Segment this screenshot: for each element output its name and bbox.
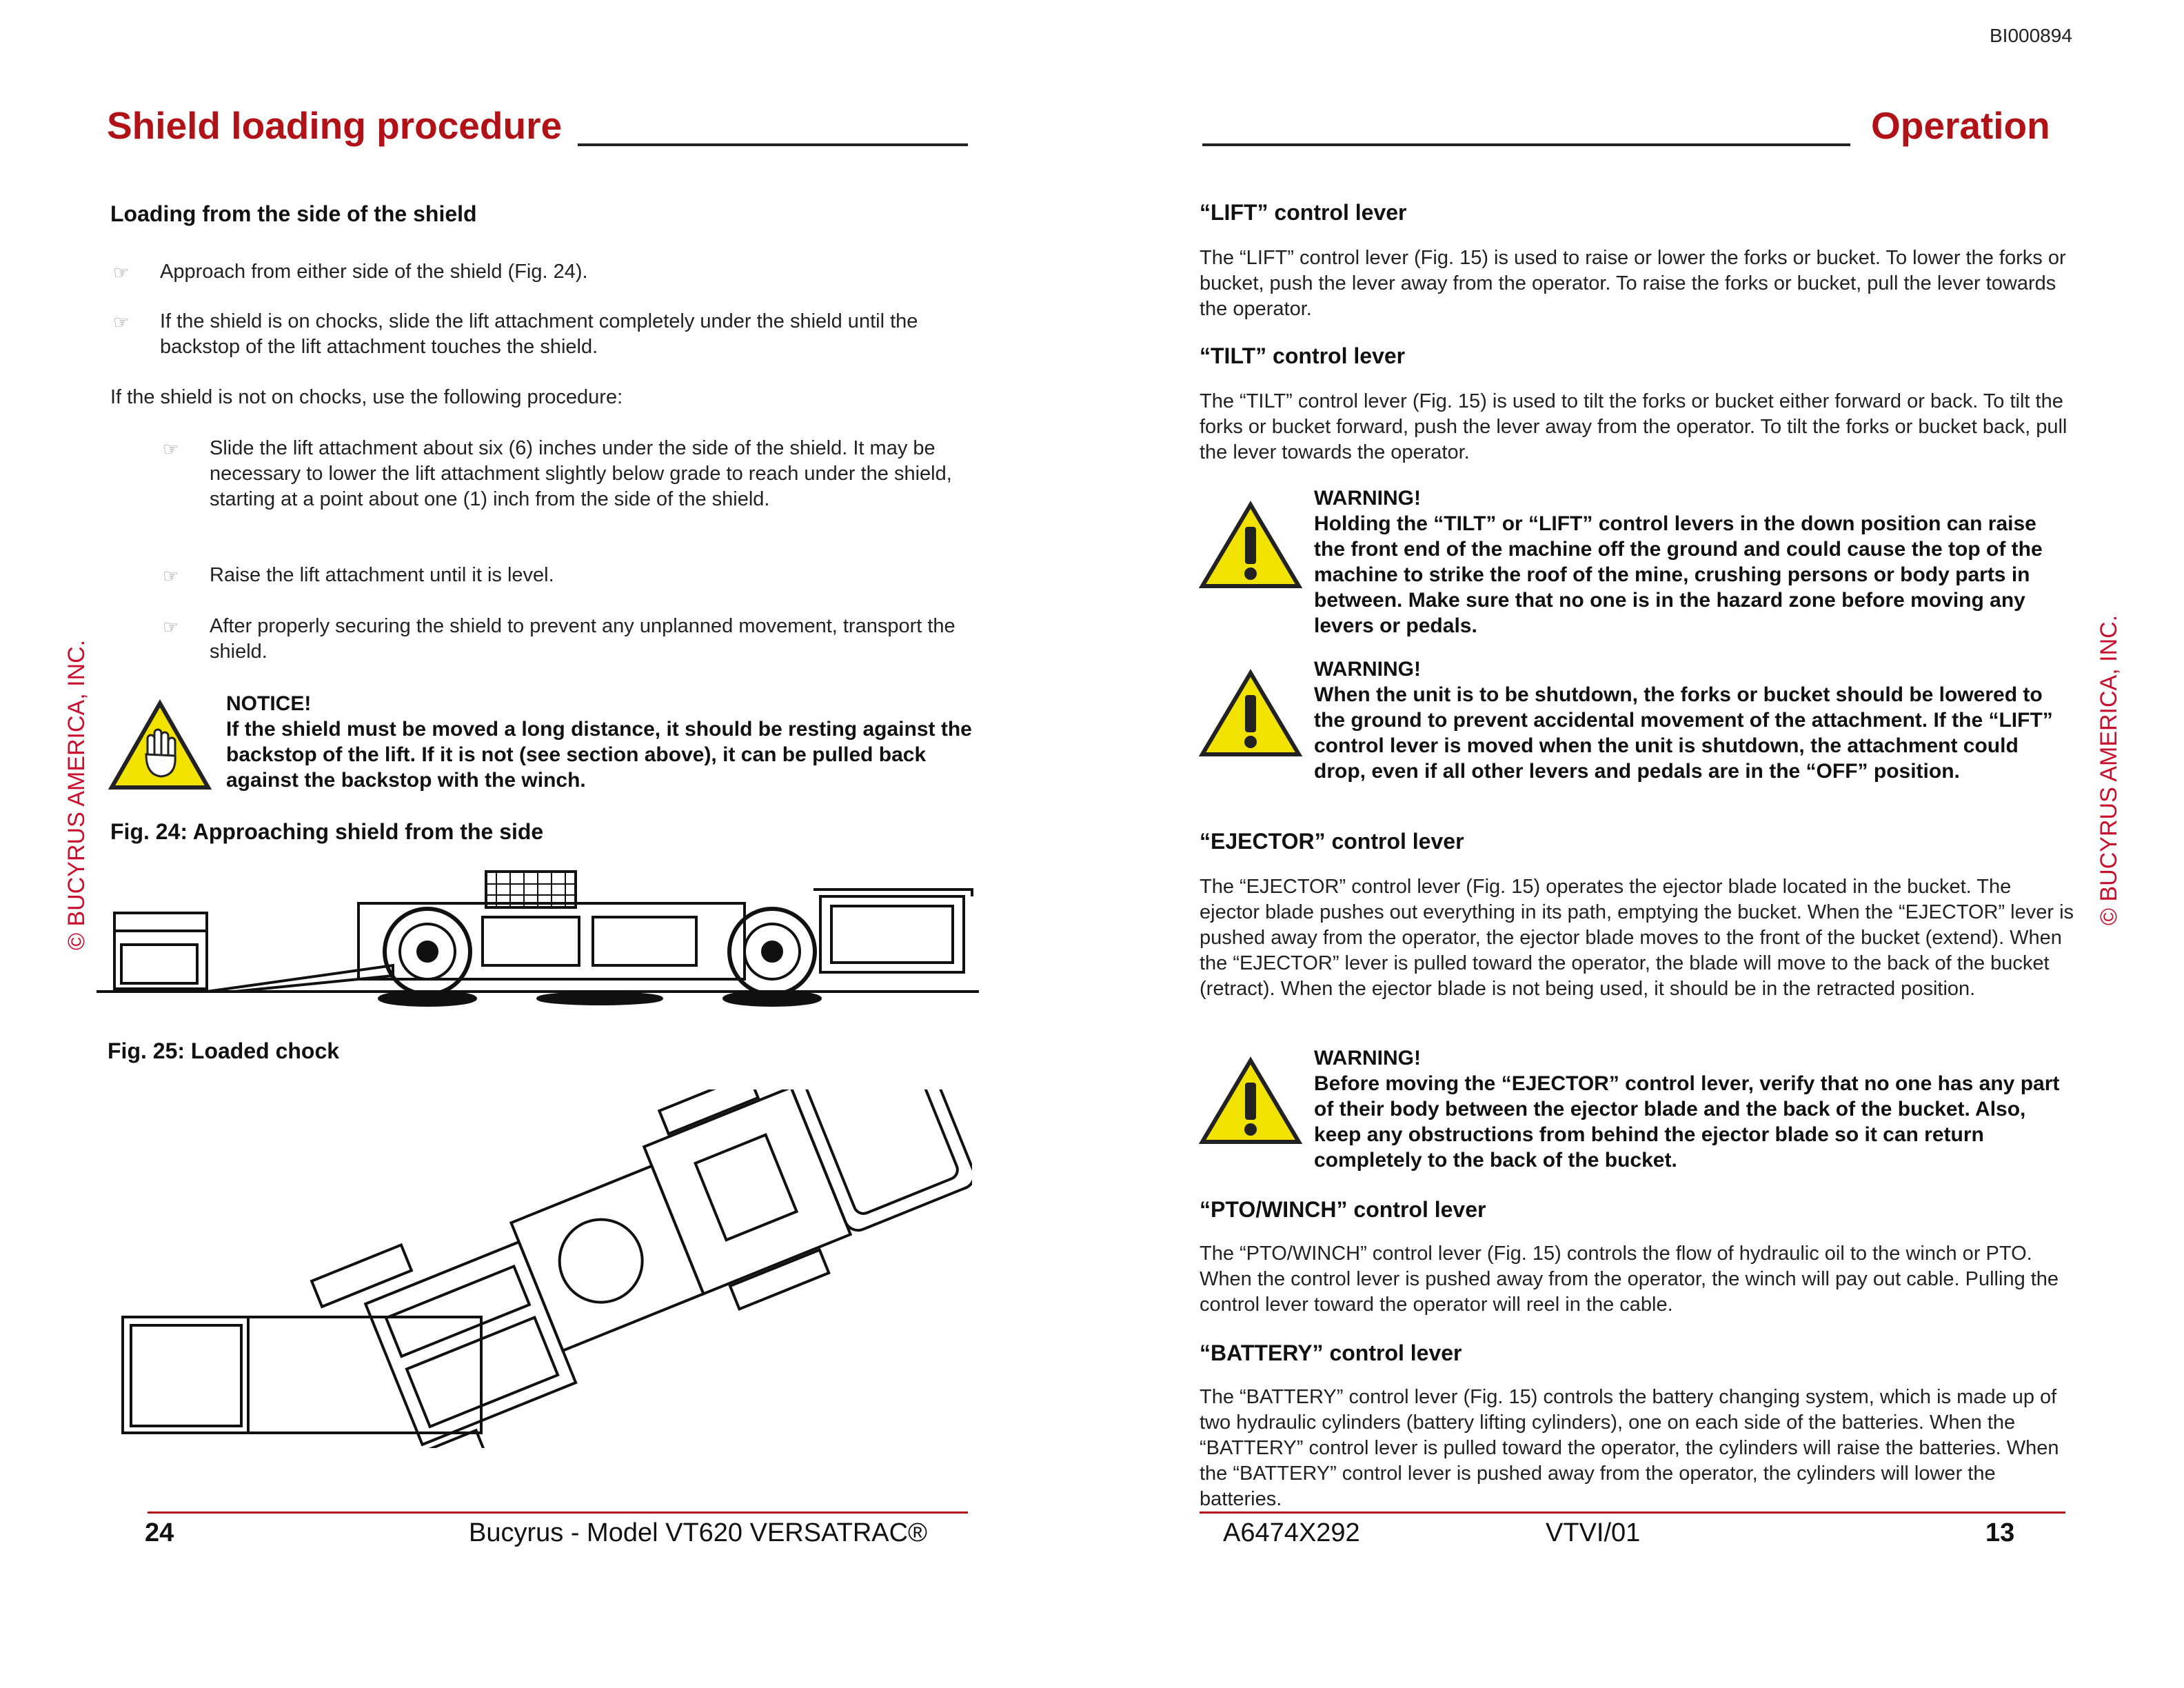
pointing-hand-icon: ☞ [163, 439, 179, 459]
pto-title: “PTO/WINCH” control lever [1200, 1197, 1486, 1222]
right-heading: Operation [1871, 104, 2050, 147]
battery-text: The “BATTERY” control lever (Fig. 15) controls the battery changing system, which is made up of two hydraulic cylinders (battery lifting cylinders), one on each side of the batteries. When the “BATTERY” control lever is pulled toward the operator, the cylinders will raise the batteries. When the “BATTERY” control lever is pushed away from the operator, the cylinders will lower the batteries. [1200, 1386, 2059, 1510]
copyright-right: © BUCYRUS AMERICA, INC. [2096, 614, 2122, 925]
sub-bullet-slide: Slide the lift attachment about six (6) inches under the side of the shield. It may be necessary to lower the lift attachment slightly below grade to reach under the shield, starting at a point about one (1) inch from the side of the shield. [210, 437, 952, 510]
left-subheading: Loading from the side of the shield [110, 201, 477, 226]
notice-title: NOTICE! [226, 692, 312, 715]
battery-title: “BATTERY” control lever [1200, 1340, 1462, 1365]
bates-number: BI000894 [1990, 25, 2072, 46]
warning-2-text: When the unit is to be shutdown, the forks or bucket should be lowered to the ground to prevent accidental movement of the attachment. If the “LIFT” control lever is moved when the unit is shutdown, the attachment could drop, even if all other levers and pedals are in the “OFF” position. [1314, 683, 2053, 783]
left-page-number: 24 [145, 1518, 174, 1547]
ejector-text: The “EJECTOR” control lever (Fig. 15) operates the ejector blade located in the bucket. The ejector blade pushes out everything in its path, emptying the bucket. When the “EJECTOR” lever is pushed away from the operator, the ejector blade moves to the front of the bucket (extend). When the “EJECTOR” lever is pulled toward the operator, the blade will move to the back of the bucket (retract). When the ejector blade is not being used, it should be in the retracted position. [1200, 876, 2074, 1000]
warning-1-text: Holding the “TILT” or “LIFT” control levers in the down position can raise the front end of the machine off the ground and could cause the top of the machine to strike the roof of the mine, crushing persons or body parts in between. Make sure that no one is in the hazard zone before moving any levers or pedals. [1314, 512, 2043, 637]
copyright-left: © BUCYRUS AMERICA, INC. [63, 639, 90, 950]
bullet-approach: Approach from either side of the shield (Fig. 24). [160, 261, 588, 283]
tilt-title: “TILT” control lever [1200, 343, 1406, 368]
right-footer-doc-number: A6474X292 [1223, 1518, 1360, 1547]
warning-3-title: WARNING! [1314, 1047, 1421, 1069]
tilt-text: The “TILT” control lever (Fig. 15) is used to tilt the forks or bucket either forward or back. To tilt the forks or bucket forward, push the lever away from the operator. To tilt the forks or bucket back, pull the lever towards the operator. [1200, 390, 2067, 463]
right-page-number: 13 [1985, 1518, 2015, 1547]
sub-bullet-transport: After properly securing the shield to prevent any unplanned movement, transport the shield. [210, 615, 956, 663]
fig25-loaded-chock-drawing [117, 1089, 972, 1448]
warning-triangle-icon [1198, 1056, 1303, 1147]
fig24-vehicle-side-drawing [97, 862, 979, 1021]
bullet-on-chocks: If the shield is on chocks, slide the lift attachment completely under the shield until the backstop of the lift attachment touches the shield. [160, 310, 918, 358]
right-heading-rule [1202, 143, 1850, 146]
pto-text: The “PTO/WINCH” control lever (Fig. 15) controls the flow of hydraulic oil to the winch or PTO. When the control lever is pushed away from the operator, the winch will pay out cable. Pulling the control lever toward the operator will reel in the cable. [1200, 1243, 2059, 1316]
left-footer-rule [148, 1511, 968, 1514]
pointing-hand-icon: ☞ [113, 262, 130, 283]
fig24-caption: Fig. 24: Approaching shield from the side [110, 819, 544, 844]
left-heading-rule [578, 143, 968, 146]
warning-triangle-icon [1198, 669, 1303, 760]
left-paragraph: If the shield is not on chocks, use the following procedure: [110, 386, 623, 408]
right-footer-rule [1200, 1511, 2065, 1514]
right-footer-revision: VTVI/01 [1546, 1518, 1641, 1547]
pointing-hand-icon: ☞ [113, 312, 130, 332]
sub-bullet-raise: Raise the lift attachment until it is level. [210, 564, 554, 586]
warning-3-text: Before moving the “EJECTOR” control lever, verify that no one has any part of their body between the ejector blade and the back of the bucket. Also, keep any obstructions from behind the ejector blade so it can return completely to the back of the bucket. [1314, 1072, 2060, 1172]
lift-title: “LIFT” control lever [1200, 200, 1407, 225]
warning-triangle-icon [1198, 501, 1303, 592]
left-footer-title: Bucyrus - Model VT620 VERSATRAC® [469, 1518, 928, 1547]
pointing-hand-icon: ☞ [163, 565, 179, 586]
ejector-title: “EJECTOR” control lever [1200, 829, 1464, 854]
left-heading: Shield loading procedure [107, 104, 563, 147]
fig25-caption: Fig. 25: Loaded chock [108, 1038, 340, 1063]
pointing-hand-icon: ☞ [163, 616, 179, 637]
warning-2-title: WARNING! [1314, 658, 1421, 681]
hand-stop-icon [108, 699, 212, 793]
warning-1-title: WARNING! [1314, 487, 1421, 510]
lift-text: The “LIFT” control lever (Fig. 15) is used to raise or lower the forks or bucket. To lower the forks or bucket, push the lever away from the operator. To raise the forks or bucket, pull the lever towards the operator. [1200, 247, 2066, 320]
notice-text: If the shield must be moved a long distance, it should be resting against the backstop of the lift. If it is not (see section above), it can be pulled back against the backstop with the winch. [226, 718, 972, 792]
